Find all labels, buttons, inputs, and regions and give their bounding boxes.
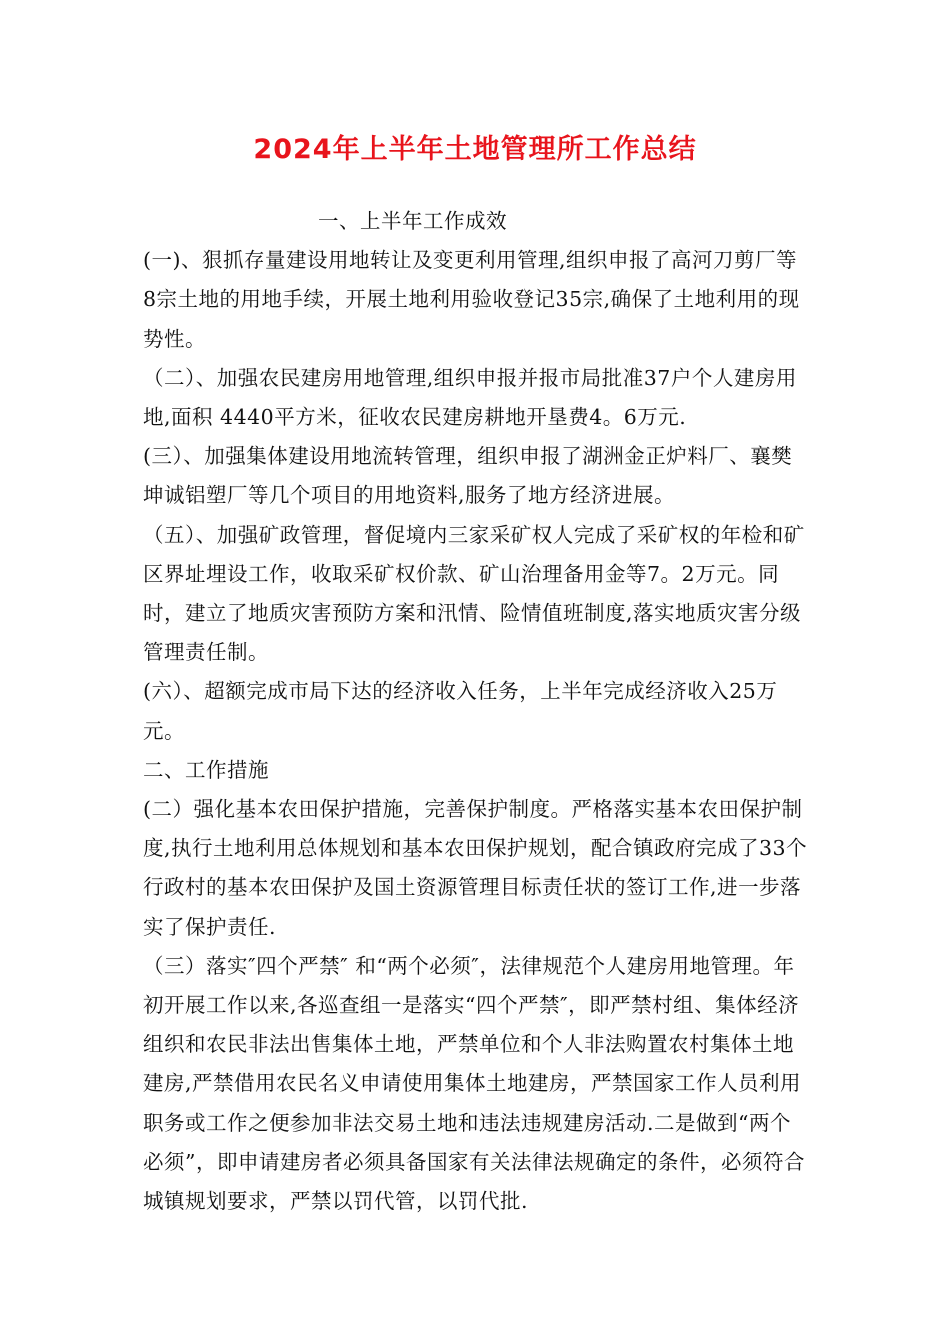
section-heading-achievements: 一、上半年工作成效 [318,209,507,233]
paragraph-item-1: (一)、狠抓存量建设用地转让及变更利用管理,组织申报了高河刀剪厂等8宗土地的用地手续，开展土地利用验收登记35宗,确保了土地利用的现势性。 [143,248,800,351]
section-heading-measures: 二、工作措施 [143,757,269,782]
paragraph-item-2: （二）、加强农民建房用地管理,组织申报并报市局批准37户个人建房用地,面积 4440平方米，征收农民建房耕地开垦费4。6万元. [143,365,797,430]
document-title: 2024年上半年土地管理所工作总结 [253,134,697,165]
paragraph-measure-2: (二）强化基本农田保护措施，完善保护制度。严格落实基本农田保护制度,执行土地利用总体规划和基本农田保护规划，配合镇政府完成了33个行政村的基本农田保护及国土资源管理目标责任状的签订工作,进一步落实了保护责任. [143,797,808,939]
document-body [143,202,810,1221]
paragraph-item-3: (三）、加强集体建设用地流转管理，组织申报了湖洲金正炉料厂、襄樊坤诚铝塑厂等几个项目的用地资料,服务了地方经济进展。 [143,444,793,508]
paragraph-item-6: (六）、超额完成市局下达的经济收入任务，上半年完成经济收入25万元。 [143,679,778,743]
paragraph-measure-3: （三）落实″四个严禁″ 和“两个必须″，法律规范个人建房用地管理。年初开展工作以来,各巡查组一是落实“四个严禁″，即严禁村组、集体经济组织和农民非法出售集体土地，严禁单位和个人非法购置农村集体土地建房,严禁借用农民名义申请使用集体土地建房，严禁国家工作人员利用职务或工作之便参加非法交易土地和违法违规建房活动.二是做到“两个必须”，即申请建房者必须具备国家有关法律法规确定的条件，必须符合城镇规划要求，严禁以罚代管，以罚代批. [143,953,805,1214]
paragraph-item-5: （五）、加强矿政管理，督促境内三家采矿权人完成了采矿权的年检和矿区界址埋设工作，收取采矿权价款、矿山治理备用金等7。2万元。同时，建立了地质灾害预防方案和汛情、险情值班制度,落实地质灾害分级管理责任制。 [143,522,805,665]
